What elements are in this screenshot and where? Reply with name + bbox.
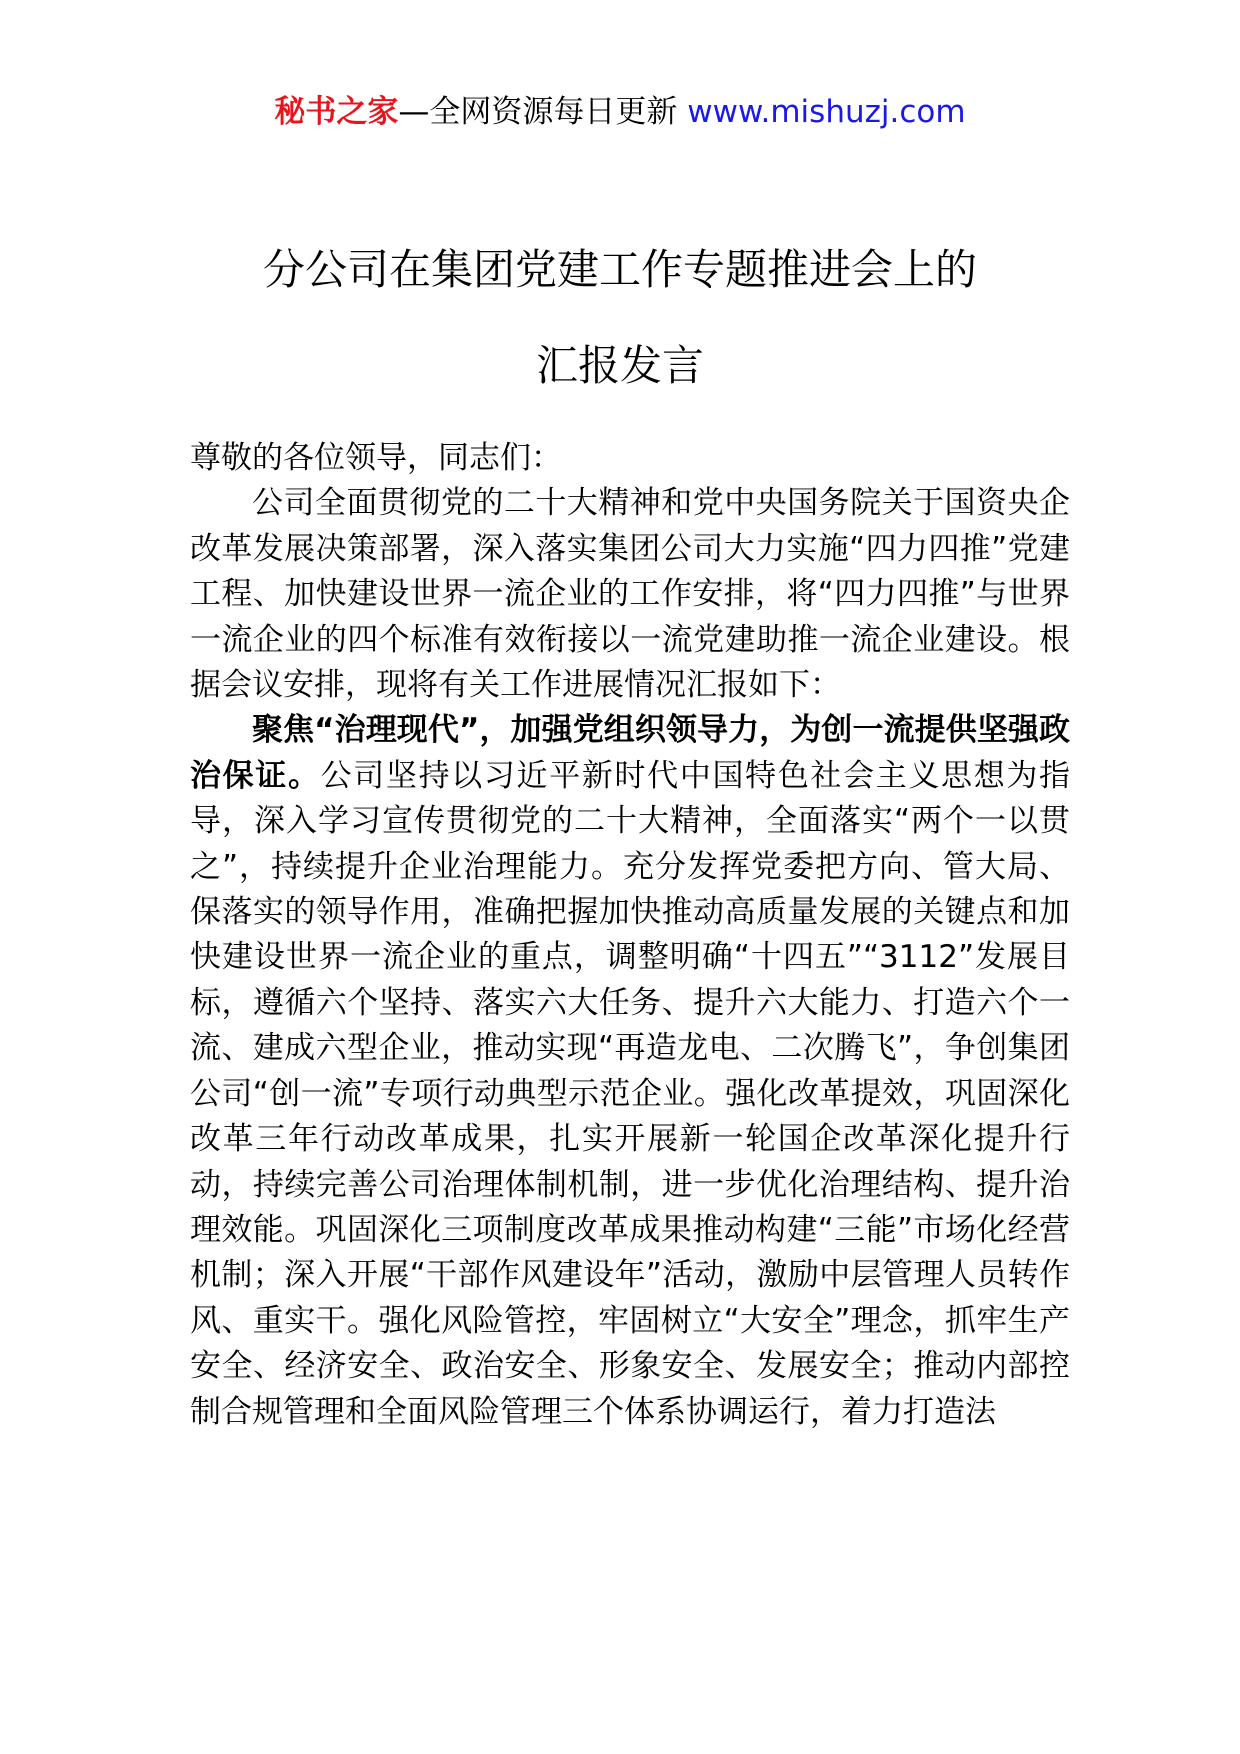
salutation: 尊敬的各位领导，同志们： <box>190 440 562 476</box>
document-body <box>190 436 1070 1435</box>
section-1-paragraph <box>190 708 1070 1435</box>
site-header <box>0 90 1240 134</box>
document-title <box>120 222 1120 414</box>
site-url-link[interactable]: www.mishuzj.com <box>687 94 966 130</box>
site-tagline: —全网资源每日更新 <box>398 94 688 130</box>
site-brand: 秘书之家 <box>274 94 399 130</box>
document-title-line-1: 分公司在集团党建工作专题推进会上的 <box>262 245 977 294</box>
section-1-body: 公司坚持以习近平新时代中国特色社会主义思想为指导，深入学习宣传贯彻党的二十大精神，全面落实“两个一以贯之”，持续提升企业治理能力。充分发挥党委把方向、管大局、保落实的领导作用，准确把握加快推动高质量发展的关键点和加快建设世界一流企业的重点，调整明确“十四五”“3112”发展目标，遵循六个坚持、落实六大任务、提升六大能力、打造六个一流、建成六型企业，推动实现“再造龙电、二次腾飞”，争创集团公司“创一流”专项行动典型示范企业。强化改革提效，巩固深化改革三年行动改革成果，扎实开展新一轮国企改革深化提升行动，持续完善公司治理体制机制，进一步优化治理结构、提升治理效能。巩固深化三项制度改革成果推动构建“三能”市场化经营机制；深入开展“干部作风建设年”活动，激励中层管理人员转作风、重实干。强化风险管控，牢固树立“大安全”理念，抓牢生产安全、经济安全、政治安全、形象安全、发展安全；推动内部控制合规管理和全面风险管理三个体系协调运行，着力打造法 <box>190 757 1071 1430</box>
intro-paragraph: 公司全面贯彻党的二十大精神和党中央国务院关于国资央企改革发展决策部署，深入落实集团公司大力实施“四力四推”党建工程、加快建设世界一流企业的工作安排，将“四力四推”与世界一流企业的四个标准有效衔接以一流党建助推一流企业建设。根据会议安排，现将有关工作进展情况汇报如下： <box>190 485 1070 704</box>
document-title-line-2: 汇报发言 <box>535 341 704 390</box>
section-1-heading: 聚焦“治理现代”，加强党组织领导力，为创一流提供坚强政治保证。 <box>190 712 1070 794</box>
